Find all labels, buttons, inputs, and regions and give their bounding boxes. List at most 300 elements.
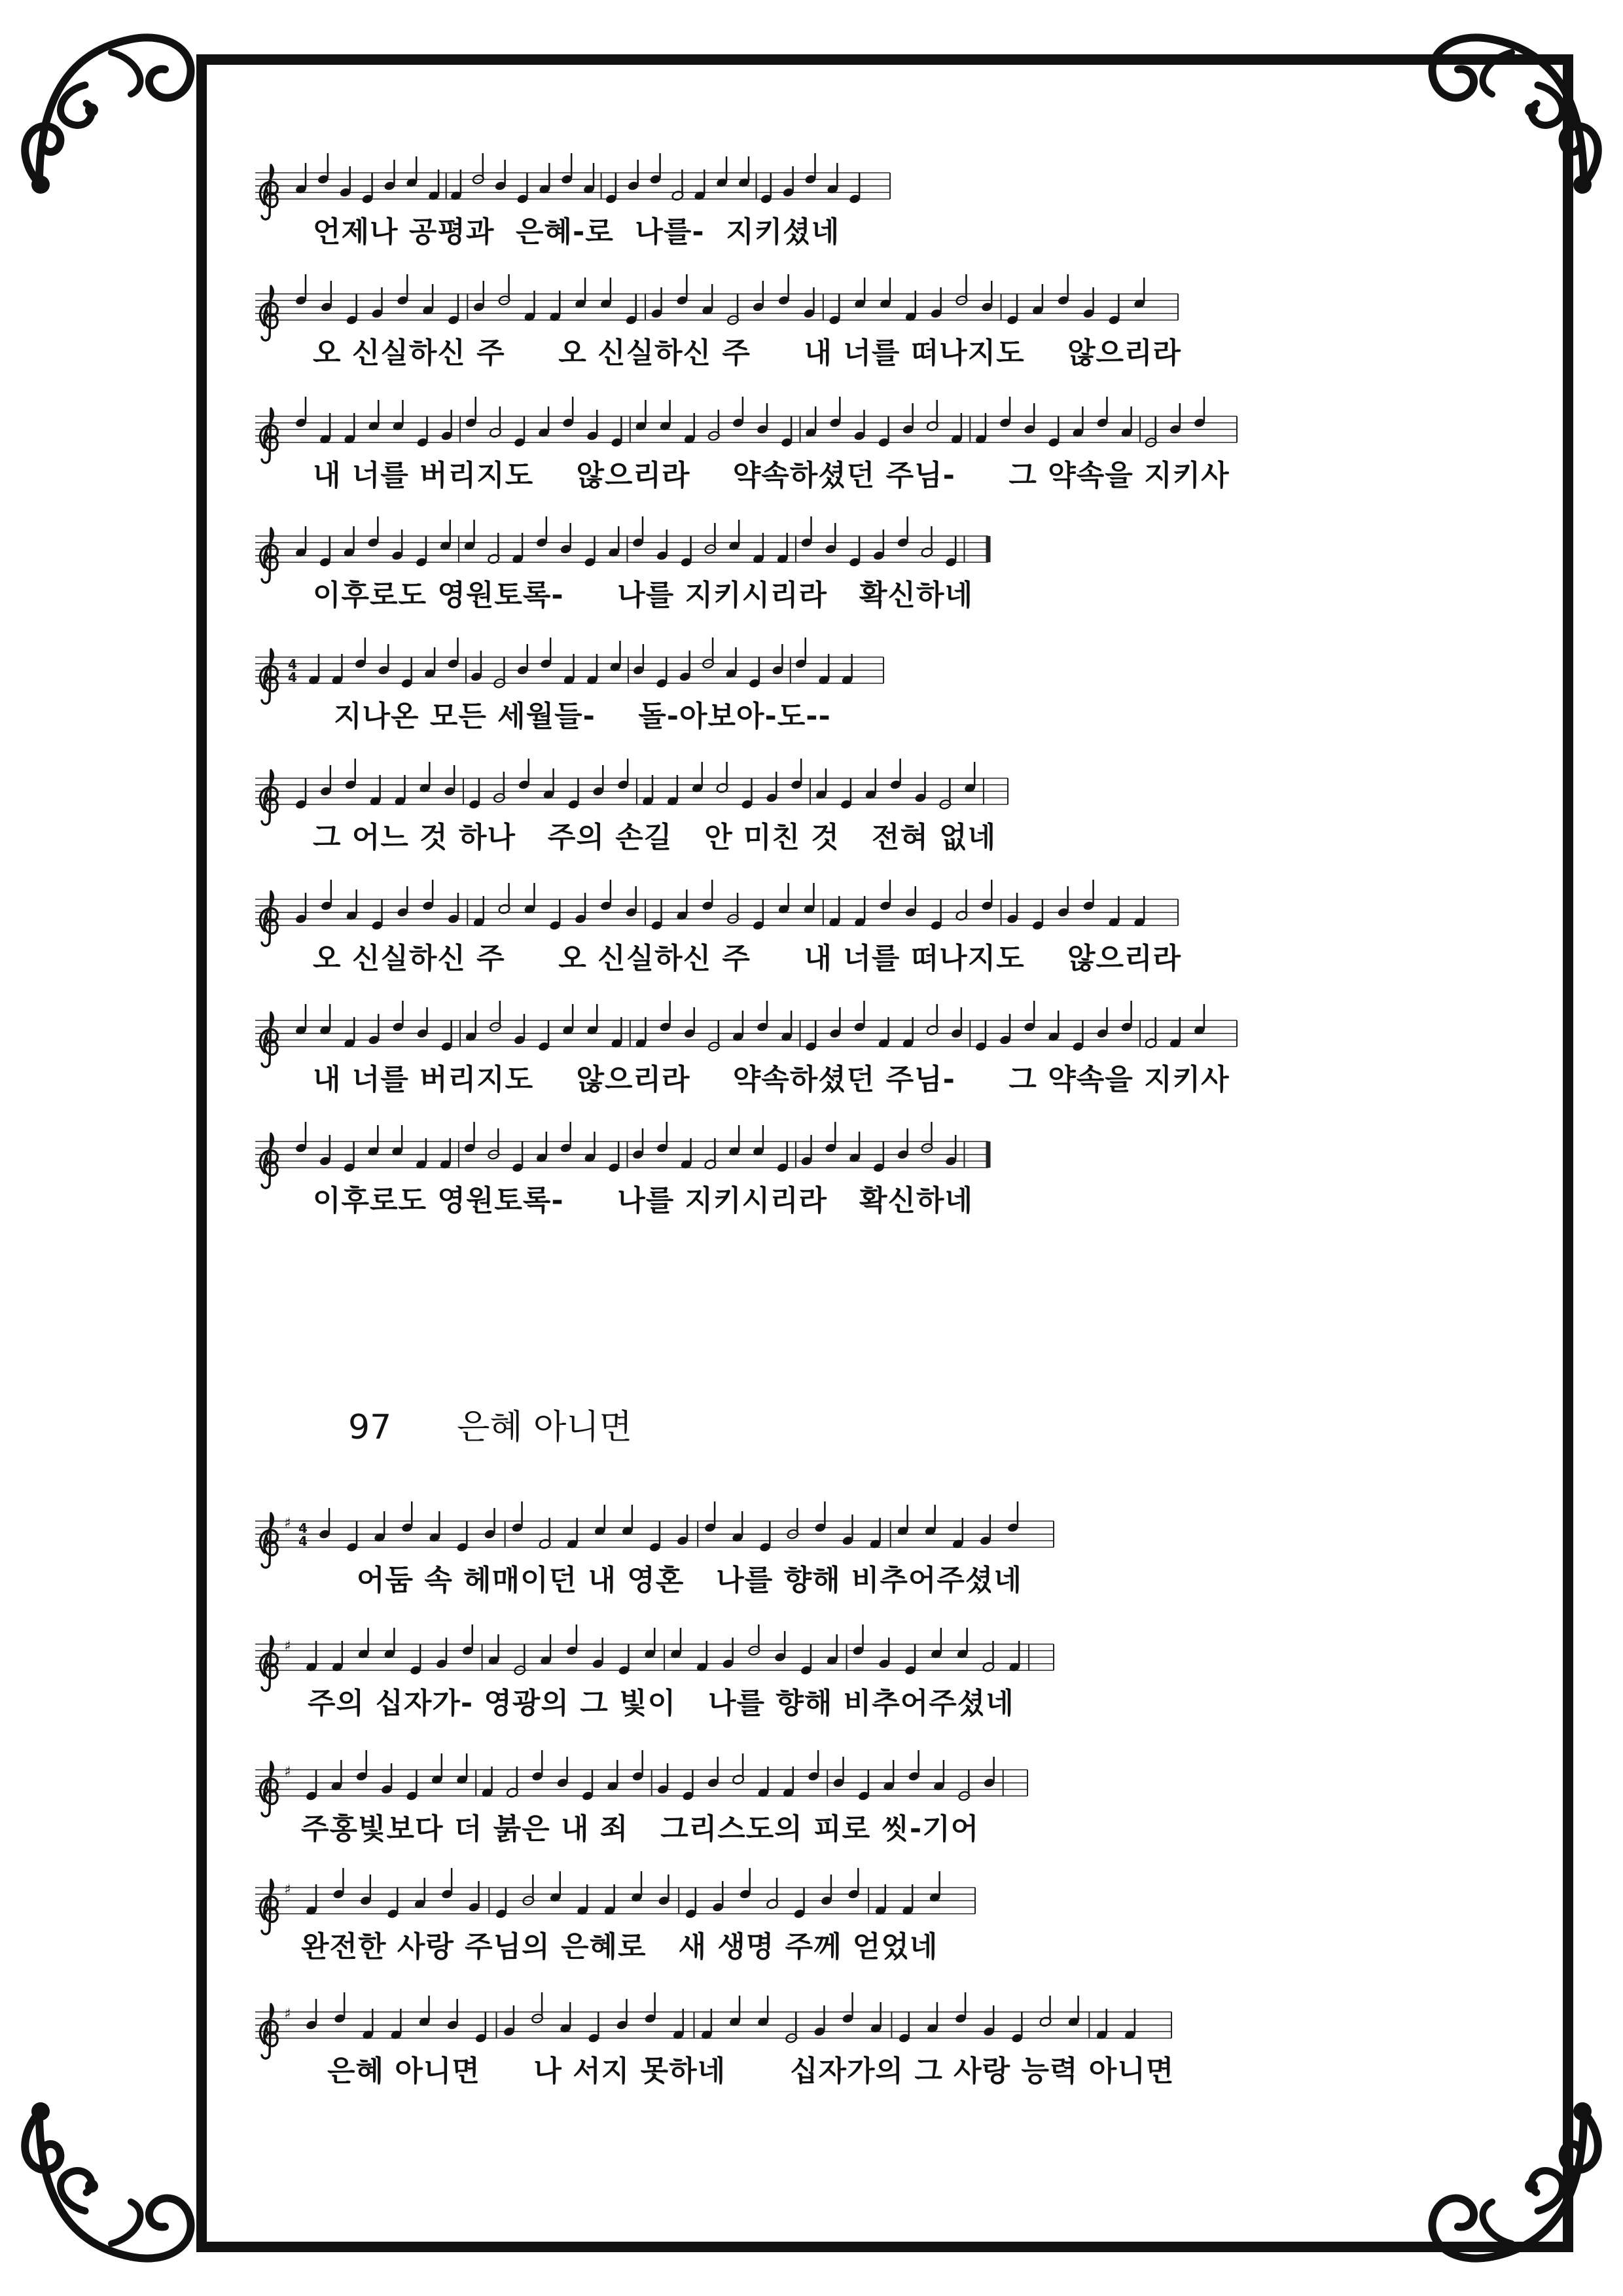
note xyxy=(512,533,524,564)
note xyxy=(406,1770,418,1801)
note xyxy=(346,294,358,325)
note xyxy=(305,1641,317,1672)
note xyxy=(800,1135,813,1166)
note xyxy=(722,1638,734,1669)
note xyxy=(1124,2009,1136,2040)
note xyxy=(974,413,987,444)
note xyxy=(473,281,485,312)
ornament-top-left xyxy=(13,13,209,209)
note xyxy=(414,1878,426,1909)
note xyxy=(584,1132,596,1163)
note xyxy=(294,526,307,558)
note xyxy=(787,1508,799,1539)
note xyxy=(983,1757,995,1788)
note xyxy=(800,1644,812,1676)
note xyxy=(611,416,623,448)
note xyxy=(566,1518,579,1549)
note xyxy=(950,413,963,444)
song1-system-5 xyxy=(255,648,903,733)
note xyxy=(815,768,827,800)
note xyxy=(945,1135,957,1166)
sharp-icon: ♯ xyxy=(284,1882,291,1898)
note xyxy=(465,1011,477,1042)
note xyxy=(752,533,764,564)
note xyxy=(444,765,456,797)
ornament-bottom-left xyxy=(13,2087,209,2283)
note xyxy=(813,2005,826,2037)
note xyxy=(632,644,645,675)
note xyxy=(488,533,500,564)
note xyxy=(539,163,551,194)
note xyxy=(535,1132,548,1163)
song1-system-3 xyxy=(255,407,1257,492)
note xyxy=(1145,416,1157,448)
note xyxy=(774,1631,787,1662)
note xyxy=(1072,1020,1084,1052)
note xyxy=(468,1881,480,1912)
note xyxy=(933,1760,945,1791)
note xyxy=(829,896,841,927)
note xyxy=(1096,2009,1108,2040)
note xyxy=(658,1874,670,1906)
song1-system-2 xyxy=(255,285,1198,370)
note xyxy=(574,893,586,924)
note xyxy=(410,1644,422,1676)
note xyxy=(369,775,382,806)
note xyxy=(832,1757,845,1788)
note xyxy=(319,413,332,444)
staff xyxy=(255,285,1198,328)
note xyxy=(415,1138,427,1170)
time-signature: 4 xyxy=(288,670,297,685)
lyric-line: 어둠 속 헤매이던 내 영혼 나를 향해 비추어주셨네 xyxy=(357,1564,1022,1597)
note xyxy=(874,1884,887,1916)
note xyxy=(608,526,620,558)
note xyxy=(447,294,459,325)
note xyxy=(560,2002,572,2034)
note xyxy=(484,1508,496,1539)
note xyxy=(732,1011,744,1042)
note xyxy=(435,1638,448,1669)
note xyxy=(1133,896,1146,927)
note xyxy=(679,651,691,682)
note xyxy=(696,1641,708,1672)
note xyxy=(1108,294,1120,325)
note xyxy=(1024,403,1036,435)
note xyxy=(983,2005,995,2037)
note xyxy=(632,1128,644,1160)
note xyxy=(494,160,507,191)
note xyxy=(428,170,440,201)
note xyxy=(618,1644,630,1676)
note xyxy=(343,526,355,558)
note xyxy=(450,170,462,201)
note xyxy=(707,1020,720,1052)
note xyxy=(955,889,968,921)
lyric-line: 주의 십자가- 영광의 그 빛이 나를 향해 비추어주셨네 xyxy=(308,1687,1014,1720)
note xyxy=(608,1141,620,1173)
note xyxy=(902,1884,914,1916)
note xyxy=(805,1020,817,1052)
staff xyxy=(255,1512,1073,1555)
song-title-text: 은혜 아니면 xyxy=(457,1408,632,1447)
note xyxy=(556,1757,569,1788)
lyric-line: 그 어느 것 하나 주의 손길 안 미친 것 전혀 없네 xyxy=(313,821,997,854)
note xyxy=(577,1884,589,1916)
note xyxy=(522,1874,535,1906)
note xyxy=(1082,287,1095,319)
note xyxy=(757,1767,770,1798)
note xyxy=(493,772,505,803)
staff xyxy=(255,1878,995,1922)
note xyxy=(781,416,793,448)
note xyxy=(488,1128,500,1160)
note xyxy=(473,896,485,927)
note xyxy=(914,772,927,803)
note xyxy=(1108,896,1120,927)
note xyxy=(649,1521,661,1552)
note xyxy=(627,160,639,191)
note xyxy=(766,772,778,803)
note xyxy=(878,416,890,448)
note xyxy=(945,536,957,567)
note xyxy=(294,778,307,810)
note xyxy=(488,1634,500,1666)
note xyxy=(1120,406,1133,438)
note xyxy=(676,889,688,921)
note xyxy=(656,529,668,561)
note xyxy=(503,2005,515,2037)
note xyxy=(539,1518,551,1549)
note xyxy=(540,1634,552,1666)
note xyxy=(440,410,453,441)
note xyxy=(676,1515,688,1546)
note xyxy=(605,173,617,204)
note xyxy=(741,778,753,810)
note xyxy=(981,281,993,312)
note xyxy=(827,163,839,194)
note xyxy=(516,173,529,204)
note xyxy=(378,644,390,675)
note xyxy=(514,1644,526,1676)
note xyxy=(331,654,344,685)
note xyxy=(470,651,482,682)
note xyxy=(549,291,562,322)
note xyxy=(849,536,861,567)
note xyxy=(603,1884,616,1916)
note xyxy=(854,896,866,927)
note xyxy=(493,657,506,689)
note xyxy=(683,1007,696,1039)
note xyxy=(872,1141,885,1173)
note xyxy=(513,1014,526,1045)
note xyxy=(766,1878,779,1909)
note xyxy=(785,2012,798,2043)
note xyxy=(584,536,596,567)
note xyxy=(474,2012,487,2043)
note xyxy=(359,1874,372,1906)
note xyxy=(803,287,815,319)
note xyxy=(930,287,942,319)
note xyxy=(1006,893,1018,924)
note xyxy=(563,654,575,685)
note xyxy=(592,1638,604,1669)
note xyxy=(829,294,841,325)
note xyxy=(294,893,307,924)
sharp-icon: ♯ xyxy=(284,1764,291,1780)
note xyxy=(776,533,789,564)
note xyxy=(416,1007,429,1039)
note xyxy=(361,173,374,204)
lyric-line: 지나온 모든 세월들- 돌-아보아-도-- xyxy=(334,700,831,733)
note xyxy=(752,899,764,931)
song2-system-2 xyxy=(255,1635,1073,1720)
sharp-icon: ♯ xyxy=(284,1638,291,1655)
lyric-line: 언제나 공평과 은혜-로 나를- 지키셨네 xyxy=(313,215,840,249)
note xyxy=(1031,284,1044,315)
note xyxy=(294,163,307,194)
note xyxy=(512,1141,524,1173)
note xyxy=(362,2009,374,2040)
lyric-line: 완전한 사랑 주님의 은혜로 새 생명 주께 얻었네 xyxy=(301,1930,938,1964)
note xyxy=(878,1017,890,1049)
note xyxy=(979,1515,991,1546)
note xyxy=(958,1770,971,1801)
note xyxy=(853,410,866,441)
note xyxy=(582,163,595,194)
note xyxy=(760,173,772,204)
note xyxy=(374,1511,386,1543)
note xyxy=(387,1888,399,1919)
note xyxy=(820,1874,832,1906)
note xyxy=(870,2002,882,2034)
note xyxy=(320,281,332,312)
note xyxy=(902,1017,914,1049)
note xyxy=(776,1141,789,1173)
note xyxy=(672,2009,685,2040)
note xyxy=(416,416,429,448)
note xyxy=(939,778,952,810)
note xyxy=(712,1881,724,1912)
staff xyxy=(255,1011,1257,1054)
note xyxy=(950,1007,963,1039)
lyric-line: 은혜 아니면 나 서지 못하네 십자가의 그 사랑 능력 아니면 xyxy=(327,2054,1175,2088)
note xyxy=(447,893,459,924)
note xyxy=(694,170,706,201)
note xyxy=(506,1767,518,1798)
note xyxy=(1096,1007,1109,1039)
note xyxy=(549,899,562,931)
note xyxy=(685,1888,697,1919)
staff xyxy=(255,407,1257,450)
note xyxy=(656,1763,669,1795)
note xyxy=(682,1770,694,1801)
note xyxy=(346,889,358,921)
note xyxy=(897,1128,909,1160)
song2-system-1 xyxy=(255,1512,1073,1597)
staff xyxy=(255,769,1027,812)
note xyxy=(1048,1011,1060,1042)
note xyxy=(401,657,413,689)
note xyxy=(878,1638,891,1669)
note xyxy=(651,899,663,931)
staff xyxy=(255,1132,1008,1175)
note xyxy=(513,416,526,448)
note xyxy=(869,1518,882,1549)
sharp-icon: ♯ xyxy=(284,2006,291,2022)
staff xyxy=(255,1761,1047,1804)
lyric-line: 내 너를 버리지도 않으리라 약속하셨던 주님- 그 약속을 지키사 xyxy=(313,459,1230,492)
note xyxy=(707,410,720,441)
note xyxy=(344,413,356,444)
note xyxy=(616,1999,628,2030)
song1-system-6 xyxy=(255,769,1027,854)
song1-system-4 xyxy=(255,527,1008,612)
staff xyxy=(255,1635,1073,1678)
note xyxy=(782,1767,794,1798)
note xyxy=(592,765,605,797)
lyric-line: 오 신실하신 주 오 신실하신 주 내 너를 떠나지도 않으리라 xyxy=(313,336,1181,370)
note xyxy=(391,529,404,561)
note xyxy=(825,523,837,554)
note xyxy=(849,1132,861,1163)
note xyxy=(680,1138,692,1170)
note xyxy=(390,2009,402,2040)
note xyxy=(725,647,738,679)
note xyxy=(772,644,784,675)
note xyxy=(732,1511,744,1543)
note xyxy=(656,657,668,689)
note xyxy=(883,1760,895,1791)
note xyxy=(826,1634,838,1666)
note xyxy=(704,1138,717,1170)
note xyxy=(422,284,435,315)
note xyxy=(456,1521,469,1552)
note xyxy=(586,410,599,441)
note xyxy=(748,657,760,689)
sharp-icon: ♯ xyxy=(284,1515,291,1532)
staff xyxy=(255,890,1198,933)
note xyxy=(974,1020,987,1052)
note xyxy=(781,1011,793,1042)
song2-system-3 xyxy=(255,1761,1047,1846)
note xyxy=(759,1521,772,1552)
note xyxy=(793,1888,806,1919)
note xyxy=(952,1518,964,1549)
note xyxy=(1031,899,1044,931)
note xyxy=(339,166,351,198)
note xyxy=(683,413,696,444)
song1-system-8 xyxy=(255,1011,1257,1096)
note xyxy=(1011,2012,1024,2043)
note xyxy=(704,523,717,554)
song-title xyxy=(348,1399,632,1448)
note xyxy=(982,1641,995,1672)
note xyxy=(756,403,768,435)
note xyxy=(1072,406,1084,438)
note xyxy=(904,1644,917,1676)
note xyxy=(318,1508,330,1539)
note xyxy=(829,1007,842,1039)
song1-system-1 xyxy=(255,164,910,249)
note xyxy=(516,644,529,675)
note xyxy=(305,1770,317,1801)
time-signature: 4 xyxy=(298,1520,308,1536)
note xyxy=(1006,294,1018,325)
lyric-line: 주홍빛보다 더 붉은 내 죄 그리스도의 피로 씻-기어 xyxy=(301,1812,980,1846)
note xyxy=(702,284,714,315)
song-number: 97 xyxy=(348,1408,392,1447)
note xyxy=(1169,403,1181,435)
staff xyxy=(255,164,910,207)
note xyxy=(641,775,654,806)
note xyxy=(700,2009,713,2040)
note xyxy=(368,1014,380,1045)
note xyxy=(1169,1017,1181,1049)
note xyxy=(394,775,406,806)
note xyxy=(818,654,830,685)
note xyxy=(849,173,861,204)
note xyxy=(305,1884,317,1916)
note xyxy=(782,166,794,198)
note xyxy=(343,1141,355,1173)
note xyxy=(651,287,663,319)
lyric-line: 이후로도 영원토록- 나를 지키시리라 확신하네 xyxy=(313,1184,974,1217)
note xyxy=(625,294,637,325)
lyric-line: 내 너를 버리지도 않으리라 약속하셨던 주님- 그 약속을 지키사 xyxy=(313,1063,1230,1096)
note xyxy=(567,778,580,810)
note xyxy=(560,523,572,554)
note xyxy=(439,1138,452,1170)
note xyxy=(524,291,536,322)
note xyxy=(319,1135,331,1166)
note xyxy=(726,294,739,325)
note xyxy=(330,1760,343,1791)
note xyxy=(495,1888,507,1919)
note xyxy=(841,654,853,685)
time-signature: 4 xyxy=(288,656,297,672)
note xyxy=(588,2012,600,2043)
note xyxy=(625,886,637,918)
note xyxy=(904,886,917,918)
note xyxy=(666,775,679,806)
staff xyxy=(255,648,903,691)
note xyxy=(902,403,914,435)
song1-system-7 xyxy=(255,890,1198,975)
note xyxy=(319,536,331,567)
note xyxy=(305,1999,317,2030)
note xyxy=(468,778,480,810)
note xyxy=(381,1763,393,1795)
note xyxy=(872,529,885,561)
note xyxy=(543,768,555,800)
note xyxy=(904,291,917,322)
song2-system-4 xyxy=(255,1878,995,1964)
note xyxy=(752,281,764,312)
note xyxy=(726,893,739,924)
time-signature: 4 xyxy=(298,1534,308,1549)
note xyxy=(930,899,942,931)
note xyxy=(1057,886,1069,918)
note xyxy=(586,654,598,685)
note xyxy=(857,1770,870,1801)
note xyxy=(429,1511,441,1543)
note xyxy=(842,1515,854,1546)
note xyxy=(331,1641,344,1672)
note xyxy=(635,1017,647,1049)
note xyxy=(1048,416,1060,448)
song1-system-9 xyxy=(255,1132,1008,1217)
